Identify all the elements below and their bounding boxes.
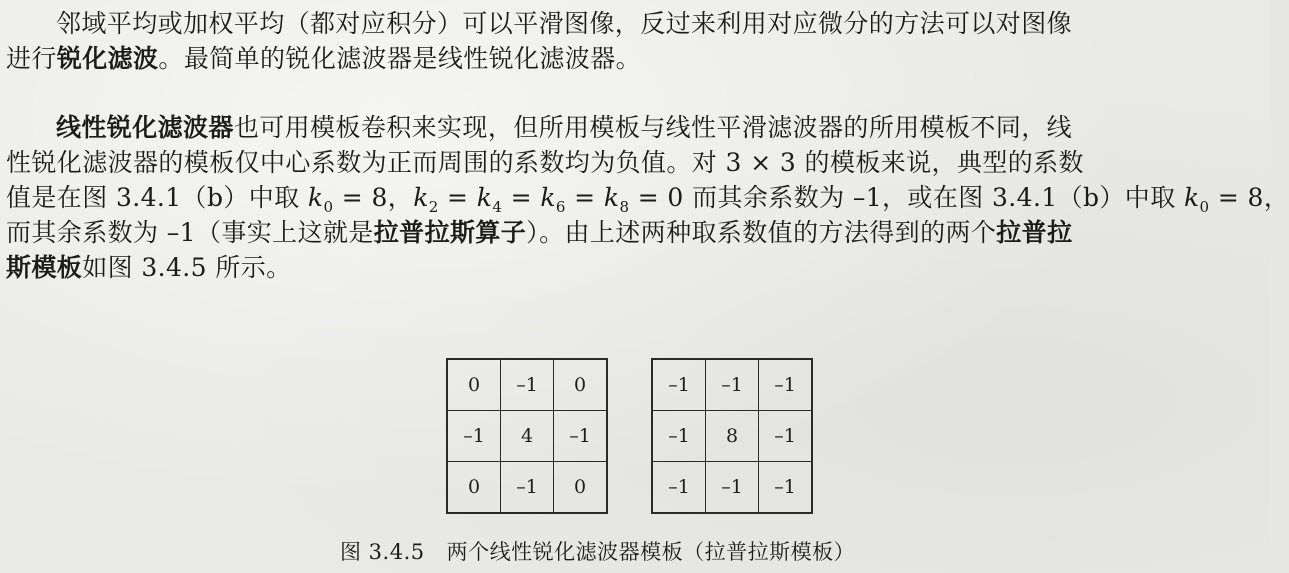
text-run: 值是在图 3.4.1（b）中取	[6, 183, 308, 212]
mask-cell: –1	[652, 462, 706, 514]
mask-row	[447, 359, 607, 411]
mask-row	[652, 359, 812, 411]
mask-cell: 0	[554, 359, 608, 411]
text-run: ）。由上述两种取系数值的方法得到的两个	[526, 218, 997, 247]
mask-cell: –1	[759, 411, 813, 462]
figure-laplacian-masks	[0, 358, 1269, 568]
mask-row	[652, 462, 812, 514]
text-run: 。最简单的锐化滤波器是线性锐化滤波器。	[158, 44, 642, 73]
mask-table-b	[651, 358, 813, 514]
mask-cell: 8	[706, 411, 759, 462]
mask-cell: –1	[652, 359, 706, 411]
mask-row	[447, 411, 607, 462]
term-laplacian-mask-part1: 拉普拉	[996, 218, 1073, 247]
mask-cell: –1	[447, 411, 501, 462]
var-k: k	[476, 183, 493, 212]
paragraph-smoothing-sharpening	[6, 6, 1266, 76]
mask-cell: 4	[501, 411, 554, 462]
mask-cell: –1	[759, 462, 813, 514]
var-k: k	[413, 183, 429, 212]
mask-cell: –1	[501, 359, 554, 411]
term-laplacian-mask-part2: 斯模板	[6, 253, 83, 282]
text-run: = 0 而其余系数为 –1，或在图 3.4.1（b）中取	[629, 183, 1184, 212]
text-run: 而其余系数为 –1（事实上这就是	[6, 218, 374, 247]
mask-row	[447, 462, 607, 514]
subscript: 6	[555, 198, 566, 216]
var-k: k	[307, 183, 324, 212]
mask-row	[652, 411, 812, 462]
term-linear-sharpening-filter: 线性锐化滤波器	[56, 113, 234, 142]
mask-cell: 0	[554, 462, 608, 514]
subscript: 0	[323, 198, 334, 216]
paragraph1-line2	[6, 41, 1266, 76]
paragraph2-line2: 性锐化滤波器的模板仅中心系数为正而周围的系数均为负值。对 3 × 3 的模板来说，典型的系数	[6, 148, 1084, 177]
subscript: 8	[619, 198, 630, 216]
paragraph1-line1: 邻域平均或加权平均（都对应积分）可以平滑图像，反过来利用对应微分的方法可以对图像	[56, 9, 1073, 38]
subscript: 0	[1199, 198, 1210, 216]
mask-cell: –1	[759, 359, 813, 411]
subscript: 4	[492, 198, 503, 216]
text-run: 进行	[6, 44, 57, 73]
text-run: = 8，	[1209, 183, 1289, 212]
term-sharpening-filter: 锐化滤波	[56, 44, 159, 73]
mask-cell: –1	[501, 462, 554, 514]
mask-cell: –1	[706, 359, 759, 411]
figure-caption	[340, 536, 855, 566]
mask-table-a	[446, 358, 608, 514]
mask-cell: –1	[652, 411, 706, 462]
paragraph2-line4	[6, 215, 1266, 250]
figure-caption-text: 两个线性锐化滤波器模板（拉普拉斯模板）	[446, 540, 856, 564]
mask-cell: 0	[447, 462, 501, 514]
subscript: 2	[428, 198, 439, 216]
figure-number: 图 3.4.5	[340, 540, 425, 564]
paragraph2-line1	[6, 110, 1266, 145]
term-laplacian-operator: 拉普拉斯算子	[373, 218, 527, 247]
mask-cell: 0	[447, 359, 501, 411]
mask-cell: –1	[706, 462, 759, 514]
var-k: k	[603, 183, 620, 212]
var-k: k	[540, 183, 556, 212]
paragraph2-line5	[6, 250, 1266, 285]
text-run: = 8，	[333, 183, 414, 212]
text-run: 如图 3.4.5 所示。	[82, 253, 292, 282]
paragraph2-line3: 值是在图 3.4.1（b）中取 $k_0 = 8$，$k_2 = k_4 = k_6 = k_8 = 0$ 而其余系数为 –1，或在图 3.4.1（b）中取 $k_0 = 8$，	[6, 183, 1289, 216]
text-run: 也可用模板卷积来实现，但所用模板与线性平滑滤波器的所用模板不同，线	[233, 113, 1073, 142]
paragraph-linear-sharpening	[6, 110, 1289, 285]
mask-cell: –1	[554, 411, 608, 462]
var-k: k	[1183, 183, 1200, 212]
